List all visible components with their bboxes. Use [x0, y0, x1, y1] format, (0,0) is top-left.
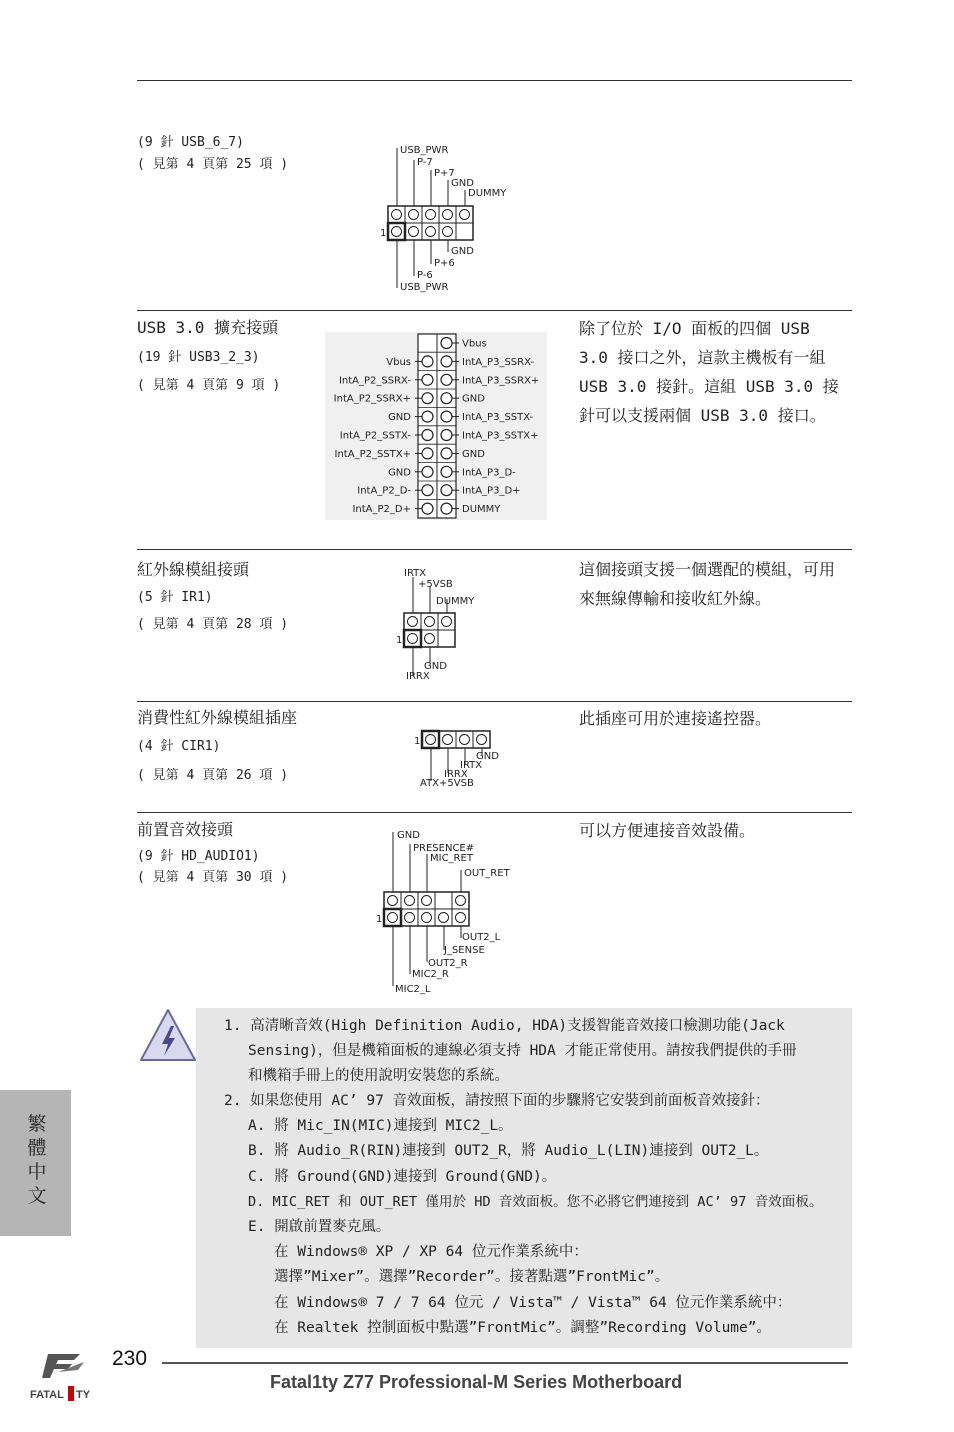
usb3-description: 除了位於 I/O 面板的四個 USB 3.0 接口之外，這款主機板有一組 USB 3.0 接針。這組 USB 3.0 接針可以支援兩個 USB 3.0 接口。 [579, 319, 839, 425]
note-step-a: A. 將 Mic_IN(MIC)連接到 MIC2_L。 [248, 1118, 513, 1134]
cir-title: 消費性紅外線模組插座 [137, 708, 298, 727]
section-divider [137, 701, 852, 702]
ir-label-irtx: IRTX [404, 568, 427, 579]
usb3-left-label: IntA_P2_SSTX+ [334, 448, 411, 460]
usb3-right-label: IntA_P3_D- [462, 467, 516, 479]
ir-label-gnd: GND [424, 661, 447, 672]
note-step-e-4: 在 Realtek 控制面板中點選”FrontMic”。調整”Recording Volume”。 [274, 1320, 771, 1336]
audio-label-j-sense: J_SENSE [444, 945, 485, 956]
audio-label-presence: PRESENCE# [413, 843, 475, 854]
usb2-label-usb-pwr-bottom: USB_PWR [400, 282, 449, 293]
usb3-title: USB 3.0 擴充接頭 [137, 318, 279, 337]
usb3-right-label: IntA_P3_SSRX+ [462, 375, 540, 387]
usb3-right-label: IntA_P3_SSRX- [462, 356, 535, 368]
cir-pinout-diagram [410, 725, 510, 791]
usb3-left-label: IntA_P2_SSRX+ [333, 393, 411, 405]
ir-pin1-marker: 1 [396, 635, 403, 646]
usb2-label-p-plus-7: P+7 [434, 168, 455, 179]
svg-text:FATAL: FATAL [30, 1389, 64, 1401]
ir-label-dummy: DUMMY [436, 596, 475, 607]
usb3-pinout-diagram [325, 332, 547, 520]
language-side-tab-label: 繁體中文 [27, 1113, 47, 1207]
usb2-label-gnd-bottom: GND [451, 246, 474, 257]
usb3-left-label: IntA_P2_D+ [352, 504, 411, 516]
audio-label-out-ret: OUT_RET [464, 868, 510, 879]
audio-title: 前置音效接頭 [137, 820, 234, 839]
audio-pin-count: (9 針 HD_AUDIO1) [137, 849, 260, 864]
usb2-label-p-plus-6: P+6 [434, 258, 455, 269]
usb3-right-label: GND [462, 448, 485, 460]
note-1-line-1: 1. 高清晰音效(High Definition Audio, HDA)支援智能音效接口檢測功能(Jack [224, 1018, 785, 1034]
audio-description: 可以方便連接音效設備。 [579, 821, 756, 840]
cir-pin1-marker: 1 [414, 736, 421, 747]
usb3-left-label: Vbus [386, 356, 411, 368]
usb3-left-label: GND [388, 412, 411, 424]
cir-label-atx-5vsb: ATX+5VSB [420, 778, 474, 789]
usb3-right-label: Vbus [462, 338, 487, 350]
note-2: 2. 如果您使用 AC’ 97 音效面板，請按照下面的步驟將它安裝到前面板音效接針： [224, 1093, 770, 1109]
note-step-c: C. 將 Ground(GND)連接到 Ground(GND)。 [248, 1169, 557, 1185]
cir-description: 此插座可用於連接遙控器。 [579, 709, 772, 728]
footer-rule [162, 1362, 848, 1364]
audio-label-gnd: GND [397, 830, 420, 841]
audio-pin1-marker: 1 [376, 914, 383, 925]
ir-page-ref: ( 見第 4 頁第 28 項 ) [137, 617, 289, 632]
usb3-right-label: IntA_P3_SSTX- [462, 412, 534, 424]
svg-text:TY: TY [76, 1389, 91, 1401]
cir-label-gnd: GND [476, 751, 499, 762]
cir-label-irrx: IRRX [444, 769, 468, 780]
usb3-left-label: IntA_P2_SSRX- [338, 375, 411, 387]
usb2-label-dummy: DUMMY [468, 188, 507, 199]
section-divider [137, 812, 852, 813]
audio-page-ref: ( 見第 4 頁第 30 項 ) [137, 870, 289, 885]
ir-pinout-diagram [392, 565, 492, 683]
audio-label-mic-ret: MIC_RET [430, 853, 473, 864]
usb2-pin-count: (9 針 USB_6_7) [137, 135, 244, 150]
cir-page-ref: ( 見第 4 頁第 26 項 ) [137, 768, 289, 783]
section-divider [137, 549, 852, 550]
top-rule [137, 80, 852, 81]
usb3-left-label: IntA_P2_SSTX- [339, 430, 411, 442]
audio-pinout-diagram [373, 826, 523, 996]
usb3-right-label: GND [462, 393, 485, 405]
usb2-label-usb-pwr-top: USB_PWR [400, 145, 449, 156]
usb3-left-label: IntA_P2_D- [357, 485, 411, 497]
note-1-line-2: Sensing)，但是機箱面板的連線必須支持 HDA 才能正常使用。請按我們提供的手冊 [248, 1043, 797, 1059]
audio-label-out2-r: OUT2_R [428, 958, 468, 969]
page-number: 230 [112, 1347, 148, 1370]
section-divider [137, 310, 852, 311]
cir-pin-count: (4 針 CIR1) [137, 739, 221, 754]
usb2-page-ref: ( 見第 4 頁第 25 項 ) [137, 157, 289, 172]
usb2-pinout-diagram [375, 140, 525, 300]
note-step-e: E. 開啟前置麥克風。 [248, 1219, 391, 1235]
usb2-pin1-marker: 1 [380, 228, 387, 239]
ir-label-irrx: IRRX [406, 671, 430, 682]
note-step-d: D. MIC_RET 和 OUT_RET 僅用於 HD 音效面板。您不必將它們連接到 AC’ 97 音效面板。 [248, 1194, 823, 1210]
ir-title: 紅外線模組接頭 [137, 560, 250, 579]
ir-label-5vsb: +5VSB [418, 579, 453, 590]
usb3-page-ref: ( 見第 4 頁第 9 項 ) [137, 378, 281, 393]
audio-label-out2-l: OUT2_L [462, 932, 501, 943]
usb2-label-gnd-top: GND [451, 178, 474, 189]
note-step-e-3: 在 Windows® 7 / 7 64 位元 / Vista™ / Vista™ 64 位元作業系統中： [274, 1295, 792, 1311]
usb3-pin-count: (19 針 USB3_2_3) [137, 350, 260, 365]
usb2-label-p-minus-7: P-7 [417, 157, 433, 168]
cir-label-irtx: IRTX [460, 760, 483, 771]
audio-label-mic2-l: MIC2_L [395, 984, 431, 995]
note-step-e-1: 在 Windows® XP / XP 64 位元作業系統中： [274, 1244, 588, 1260]
ir-description: 這個接頭支援一個選配的模組，可用來無線傳輸和接收紅外線。 [579, 560, 836, 608]
audio-label-mic2-r: MIC2_R [412, 969, 449, 980]
usb3-right-label: IntA_P3_SSTX+ [462, 430, 539, 442]
note-step-e-2: 選擇”Mixer”。選擇”Recorder”。接著點選”FrontMic”。 [274, 1269, 670, 1285]
usb3-left-label: GND [388, 467, 411, 479]
usb3-right-label: IntA_P3_D+ [462, 485, 521, 497]
usb2-label-p-minus-6: P-6 [417, 270, 433, 281]
note-1-line-3: 和機箱手冊上的使用說明安裝您的系統。 [248, 1068, 509, 1084]
note-step-b: B. 將 Audio_R(RIN)連接到 OUT2_R，將 Audio_L(LIN)連接到 OUT2_L。 [248, 1143, 769, 1159]
notes-panel [196, 1008, 852, 1348]
usb3-right-label: DUMMY [462, 504, 501, 516]
language-side-tab [0, 1090, 71, 1236]
footer-title: Fatal1ty Z77 Professional-M Series Motherboard [270, 1372, 683, 1392]
ir-pin-count: (5 針 IR1) [137, 590, 213, 605]
warning-icon [138, 1006, 198, 1064]
fatal1ty-logo-icon [28, 1348, 106, 1404]
